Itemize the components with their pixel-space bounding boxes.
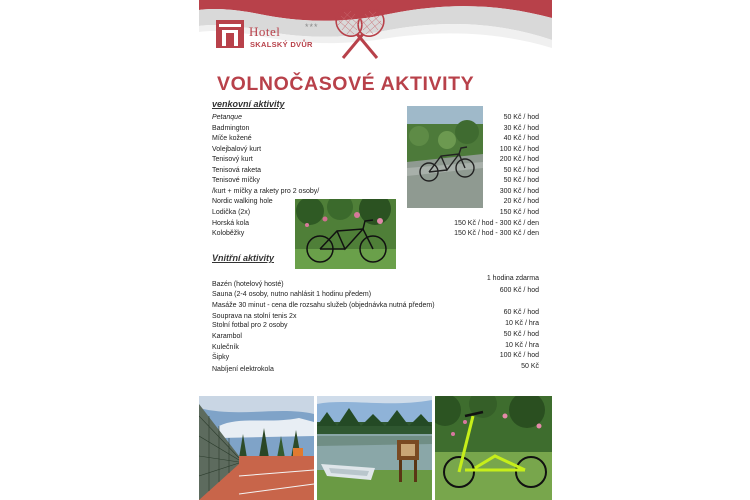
item-name: Karambol <box>212 333 242 340</box>
item-price: 50 Kč / hod <box>503 167 539 174</box>
item-name: Tenisové míčky <box>212 177 260 184</box>
item-name: Masáže 30 minut - cena dle rozsahu služeb (objednávka nutná předem) <box>212 302 435 309</box>
list-item <box>212 133 539 144</box>
item-name: Šipky <box>212 354 230 361</box>
item-name: Stolní fotbal pro 2 osoby <box>212 322 288 329</box>
bicycle-photo <box>295 199 396 269</box>
hotel-name: SKALSKÝ DVŮR <box>250 40 313 49</box>
item-price: 50 Kč / hod <box>503 114 539 121</box>
item-name: Kulečník <box>212 344 239 351</box>
indoor-heading: Vnitřní aktivity <box>212 253 275 263</box>
item-name: Nabíjení elektrokola <box>212 366 274 373</box>
item-price: 10 Kč / hra <box>505 320 539 327</box>
tennis-court-photo <box>199 396 314 500</box>
item-name: Horská kola <box>212 220 249 227</box>
list-item <box>212 175 539 186</box>
item-name: Badmington <box>212 125 250 132</box>
item-price: 50 Kč / hod <box>503 177 539 184</box>
item-name: Koloběžky <box>212 230 245 237</box>
list-item <box>212 352 539 363</box>
scooter-photo <box>435 396 552 500</box>
item-price: 150 Kč / hod - 300 Kč / den <box>454 230 539 237</box>
item-name: Bazén (hotelový hosté) <box>212 281 284 288</box>
item-name: Souprava na stolní tenis 2x <box>212 313 297 320</box>
item-price: 100 Kč / hod <box>499 146 539 153</box>
item-name: Petanque <box>212 114 242 121</box>
item-price: 100 Kč / hod <box>499 352 539 359</box>
item-price: 200 Kč / hod <box>499 156 539 163</box>
item-price: 40 Kč / hod <box>503 135 539 142</box>
item-price: 50 Kč <box>521 363 539 370</box>
bicycle-photo <box>407 106 483 208</box>
item-name: /kurt + míčky a rakety pro 2 osoby/ <box>212 188 320 195</box>
item-name: Nordic walking hole <box>212 198 273 205</box>
item-price: 150 Kč / hod - 300 Kč / den <box>454 220 539 227</box>
list-item <box>212 320 539 331</box>
item-price: 1 hodina zdarma <box>486 275 539 282</box>
list-item <box>212 154 539 165</box>
list-item <box>212 289 539 300</box>
list-item <box>212 331 539 342</box>
hotel-logo <box>216 20 336 60</box>
list-item <box>212 364 539 375</box>
item-name: Míče kožené <box>212 135 252 142</box>
page-title: VOLNOČASOVÉ AKTIVITY <box>217 73 475 95</box>
hotel-stars: *** <box>305 22 319 32</box>
hotel-word: Hotel <box>249 24 281 39</box>
item-price: 600 Kč / hod <box>499 287 539 294</box>
lake-boat-photo <box>317 396 432 500</box>
list-item <box>212 112 539 123</box>
item-price: 60 Kč / hod <box>503 309 539 316</box>
item-name: Tenisový kurt <box>212 156 253 163</box>
tennis-rackets-icon <box>327 6 393 62</box>
item-name: Tenisová raketa <box>212 167 262 174</box>
flyer-page <box>199 0 552 500</box>
item-price: 150 Kč / hod <box>499 209 539 216</box>
item-name: Volejbalový kurt <box>212 146 262 153</box>
item-price: 20 Kč / hod <box>503 198 539 205</box>
outdoor-heading: venkovní aktivity <box>212 99 285 109</box>
item-price: 10 Kč / hra <box>505 342 539 349</box>
item-name: Sauna (2-4 osoby, nutno nahlásit 1 hodinu předem) <box>212 291 372 298</box>
item-name: Lodička (2x) <box>212 209 251 216</box>
item-price: 30 Kč / hod <box>503 125 539 132</box>
hotel-logo-icon <box>216 20 244 48</box>
item-price: 50 Kč / hod <box>503 331 539 338</box>
item-price: 300 Kč / hod <box>499 188 539 195</box>
